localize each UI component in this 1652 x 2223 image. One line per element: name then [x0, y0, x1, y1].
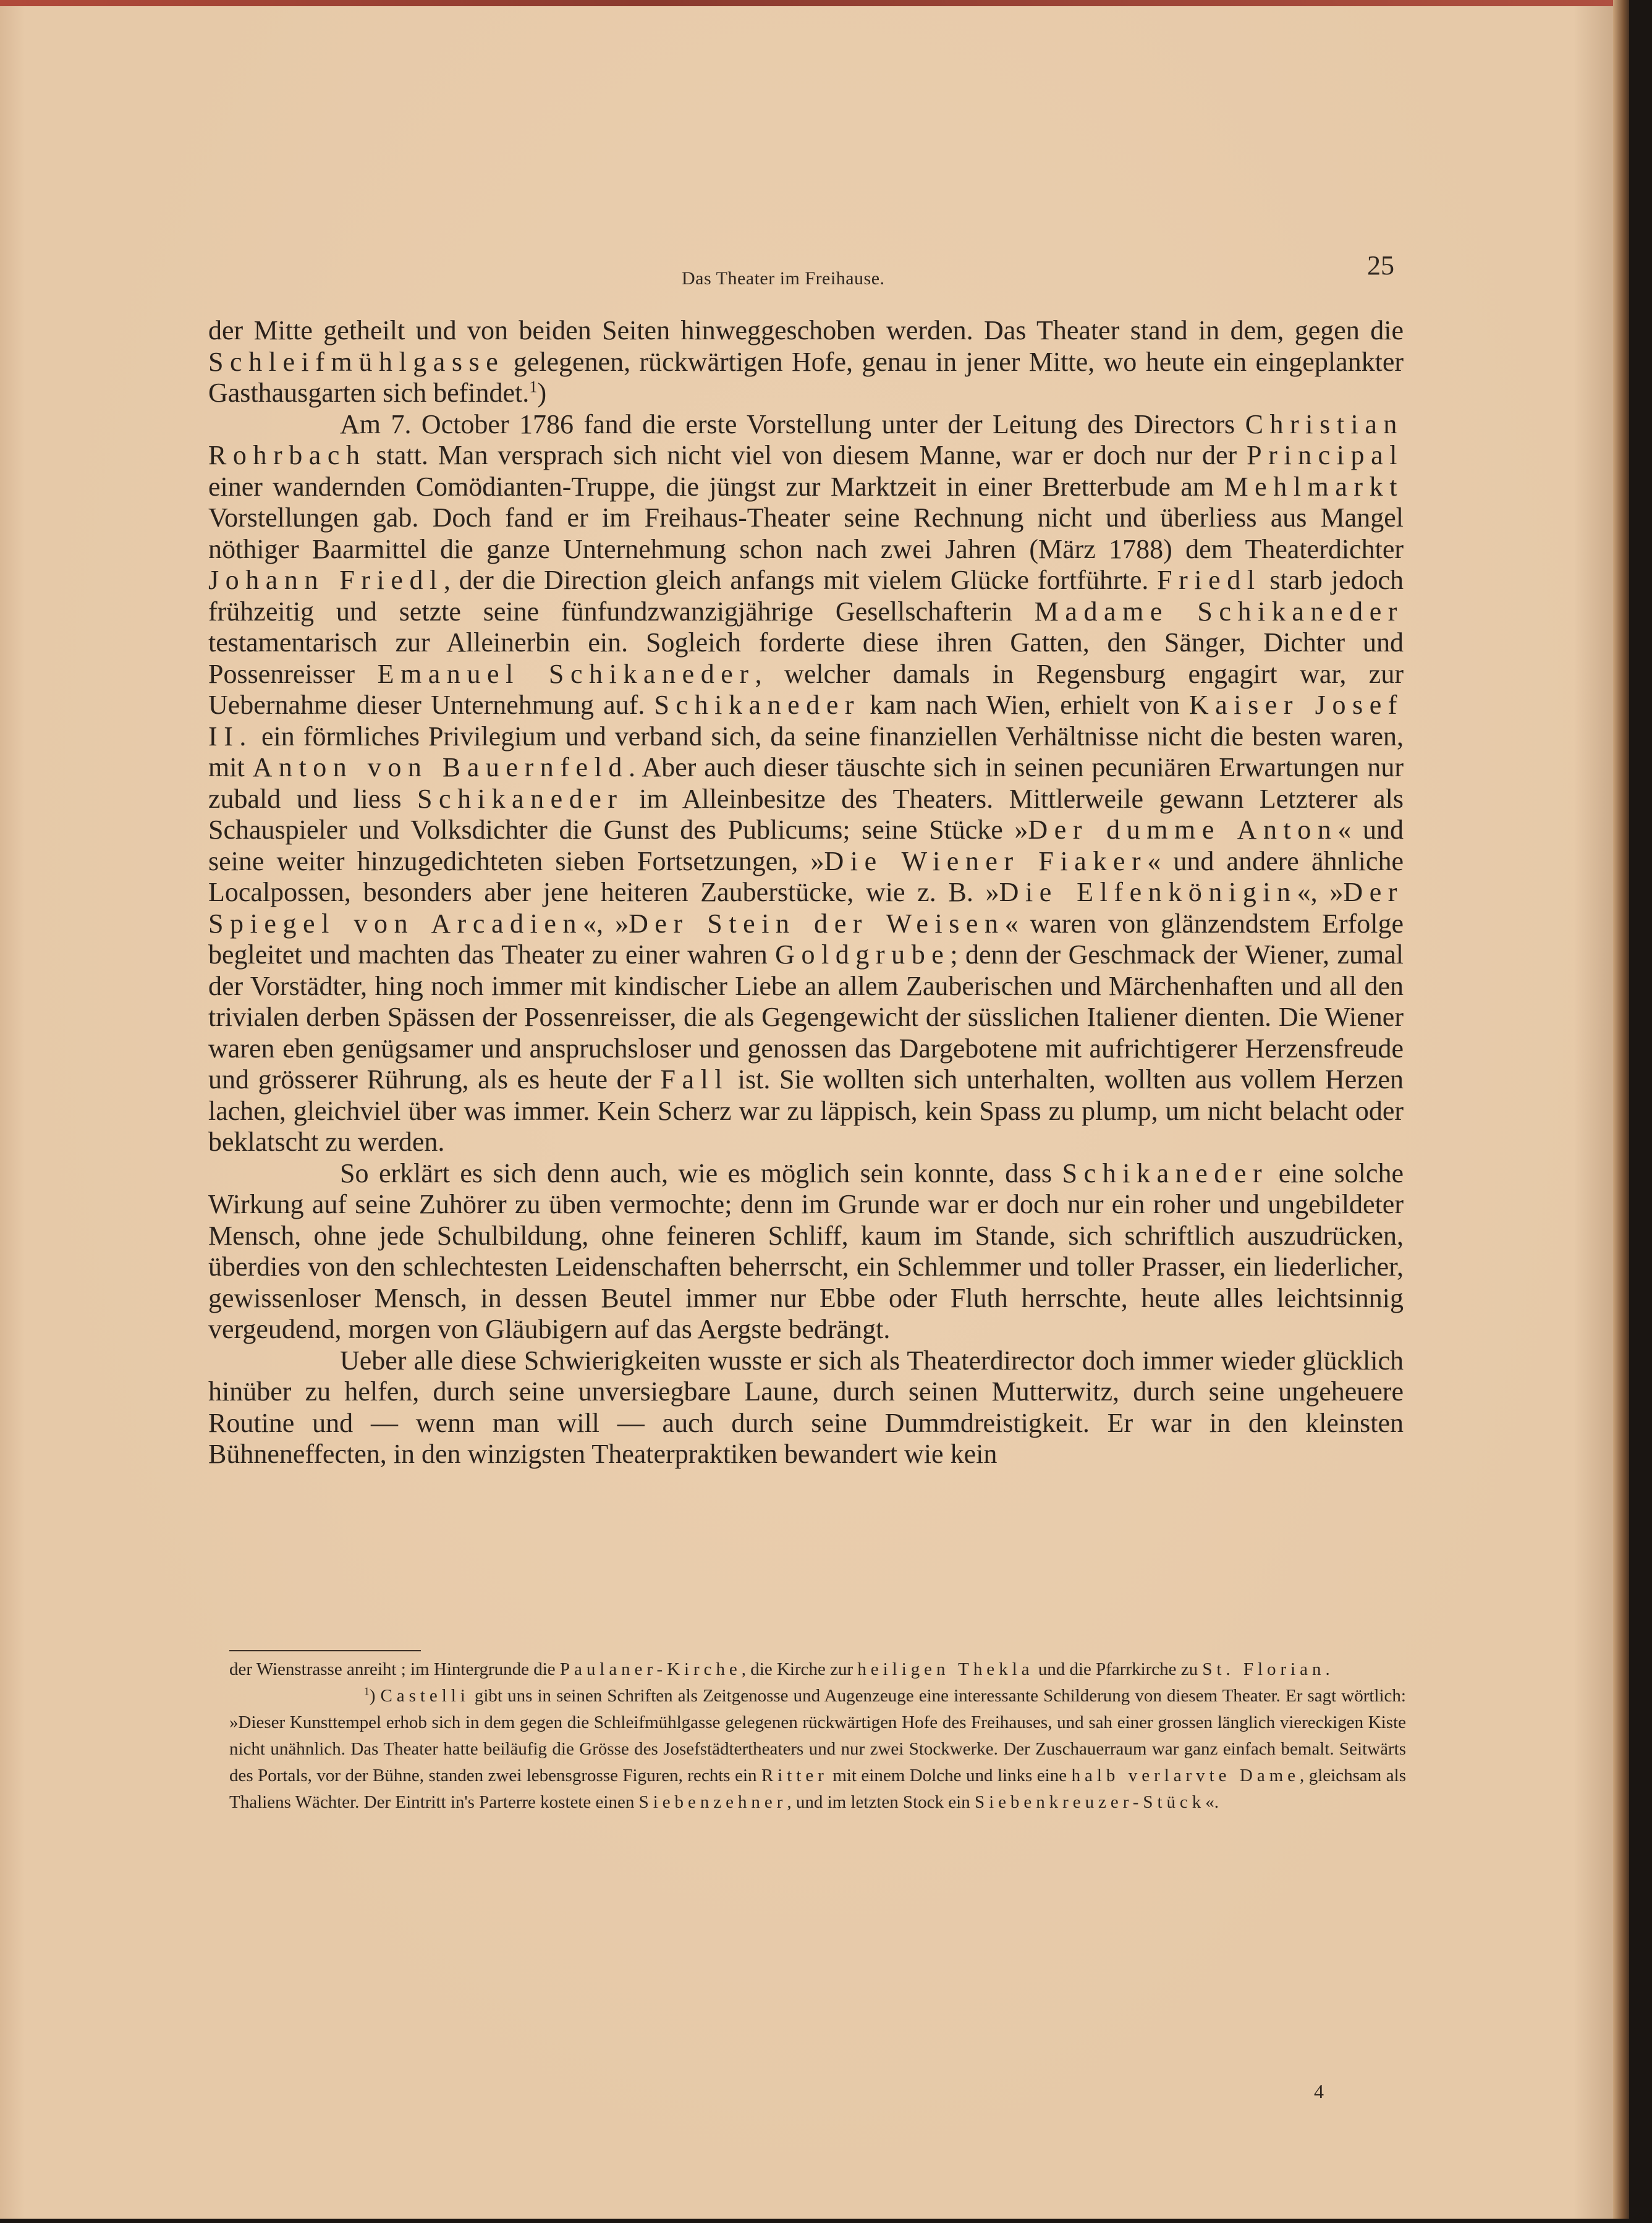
running-head: Das Theater im Freihause.: [682, 268, 885, 289]
footnote-continuation: der Wienstrasse anreiht ; im Hintergrunde die Paulaner-Kirche, die Kirche zur heiligen Thekla und die Pfarrkirche zu St. Florian.: [229, 1659, 1330, 1679]
footnotes: [229, 1656, 1406, 1816]
paragraph-4: Ueber alle diese Schwierigkeiten wusste er sich als Theaterdirector doch immer wieder glücklich hinüber zu helfen, durch seine unversiegbare Laune, durch seinen Mutterwitz, durch seine ungeheuere Routine und — wenn man will — auch durch seine Dummdreistigkeit. Er war in den kleinsten Bühneneffecten, in den winzigsten Theaterpraktiken bewandert wie kein: [208, 1345, 1404, 1469]
footnote-marker: 1: [364, 1685, 370, 1698]
paragraph-3: So erklärt es sich denn auch, wie es möglich sein konnte, dass Schikaneder eine solche Wirkung auf seine Zuhörer zu üben vermochte; denn im Grunde war er doch nur ein roher und ungebildeter Mensch, ohne jede Schulbildung, ohne feineren Schliff, kaum im Stande, sich schriftlich auszudrücken, überdies von den schlechtesten Leidenschaften beherrscht, ein Schlemmer und toller Prasser, ein liederlicher, gewissenloser Mensch, in dessen Beutel immer nur Ebbe oder Fluth herrschte, heute alles leichtsinnig vergeudend, morgen von Gläubigern auf das Aergste bedrängt.: [208, 1158, 1404, 1344]
signature-mark: 4: [1314, 2080, 1324, 2102]
footnote-divider: [229, 1650, 421, 1651]
footnote-1: $^1$) Castelli gibt uns in seinen Schriften als Zeitgenosse und Augenzeuge eine interessante Schilderung von diesem Theater. Er sagt wörtlich: »Dieser Kunsttempel erhob sich in dem gegen die Schleifmühlgasse gelegenen rückwärtigen Hofe des Freihauses, und sah einer grossen länglich viereckigen Kiste nicht unähnlich. Das Theater hatte beiläufig die Grösse des Josefstädtertheaters und nur zwei Stockwerke. Der Zuschauerraum war ganz einfach bemalt. Seitwärts des Portals, vor der Bühne, standen zwei lebensgrosse Figuren, rechts ein Ritter mit einem Dolche und links eine halb verlarvte Dame, gleichsam als Thaliens Wächter. Der Eintritt in's Parterre kostete einen Siebenzehner, und im letzten Stock ein Siebenkreuzer-Stück«.: [229, 1685, 1406, 1812]
binding-edge-top: [0, 0, 1629, 6]
main-text: [208, 315, 1404, 1470]
paragraph-1: der Mitte getheilt und von beiden Seiten hinweggeschoben werden. Das Theater stand in dem, gegen die Schleifmühlgasse gelegenen, rückwärtigen Hofe, genau in jener Mitte, wo heute ein eingeplankter Gasthausgarten sich befindet.$^1$): [208, 315, 1404, 408]
footnote-ref: 1: [529, 377, 538, 396]
page-number: 25: [1367, 250, 1394, 281]
page-gutter-shadow: [1613, 0, 1629, 2219]
paragraph-2: Am 7. October 1786 fand die erste Vorstellung unter der Leitung des Directors Christian Rohrbach statt. Man versprach sich nicht viel von diesem Manne, war er doch nur der Principal einer wandernden Comödianten-Truppe, die jüngst zur Marktzeit in einer Bretterbude am Mehlmarkt Vorstellungen gab. Doch fand er im Freihaus-Theater seine Rechnung nicht und überliess aus Mangel nöthiger Baarmittel die ganze Unternehmung schon nach zwei Jahren (März 1788) dem Theaterdichter Johann Friedl, der die Direction gleich anfangs mit vielem Glücke fortführte. Friedl starb jedoch frühzeitig und setzte seine fünfundzwanzigjährige Gesellschafterin Madame Schikaneder testamentarisch zur Alleinerbin ein. Sogleich forderte diese ihren Gatten, den Sänger, Dichter und Possenreisser Emanuel Schikaneder, welcher damals in Regensburg engagirt war, zur Uebernahme dieser Unternehmung auf. Schikaneder kam nach Wien, erhielt von Kaiser Josef II. ein förmliches Privilegium und verband sich, da seine finanziellen Verhältnisse nicht die besten waren, mit Anton von Bauernfeld. Aber auch dieser täuschte sich in seinen pecuniären Erwartungen nur zubald und liess Schikaneder im Alleinbesitze des Theaters. Mittlerweile gewann Letzterer als Schauspieler und Volksdichter die Gunst des Publicums; seine Stücke »Der dumme Anton« und seine weiter hinzugedichteten sieben Fortsetzungen, »Die Wiener Fiaker« und andere ähnliche Localpossen, besonders aber jene heiteren Zauberstücke, wie z. B. »Die Elfenkönigin«, »Der Spiegel von Arcadien«, »Der Stein der Weisen« waren von glänzendstem Erfolge begleitet und machten das Theater zu einer wahren Goldgrube; denn der Geschmack der Wiener, zumal der Vorstädter, hing noch immer mit kindischer Liebe an allem Zauberischen und Märchenhaften und all den trivialen derben Spässen der Possenreisser, die als Gegengewicht der süsslichen Italiener dienten. Die Wiener waren eben genügsamer und anspruchsloser und genossen das Dargebotene mit aufrichtigerer Herzensfreude und grösserer Rührung, als es heute der Fall ist. Sie wollten sich unterhalten, wollten aus vollem Herzen lachen, gleichviel über was immer. Kein Scherz war zu läppisch, kein Spass zu plump, um nicht belacht oder beklatscht zu werden.: [208, 409, 1404, 1157]
